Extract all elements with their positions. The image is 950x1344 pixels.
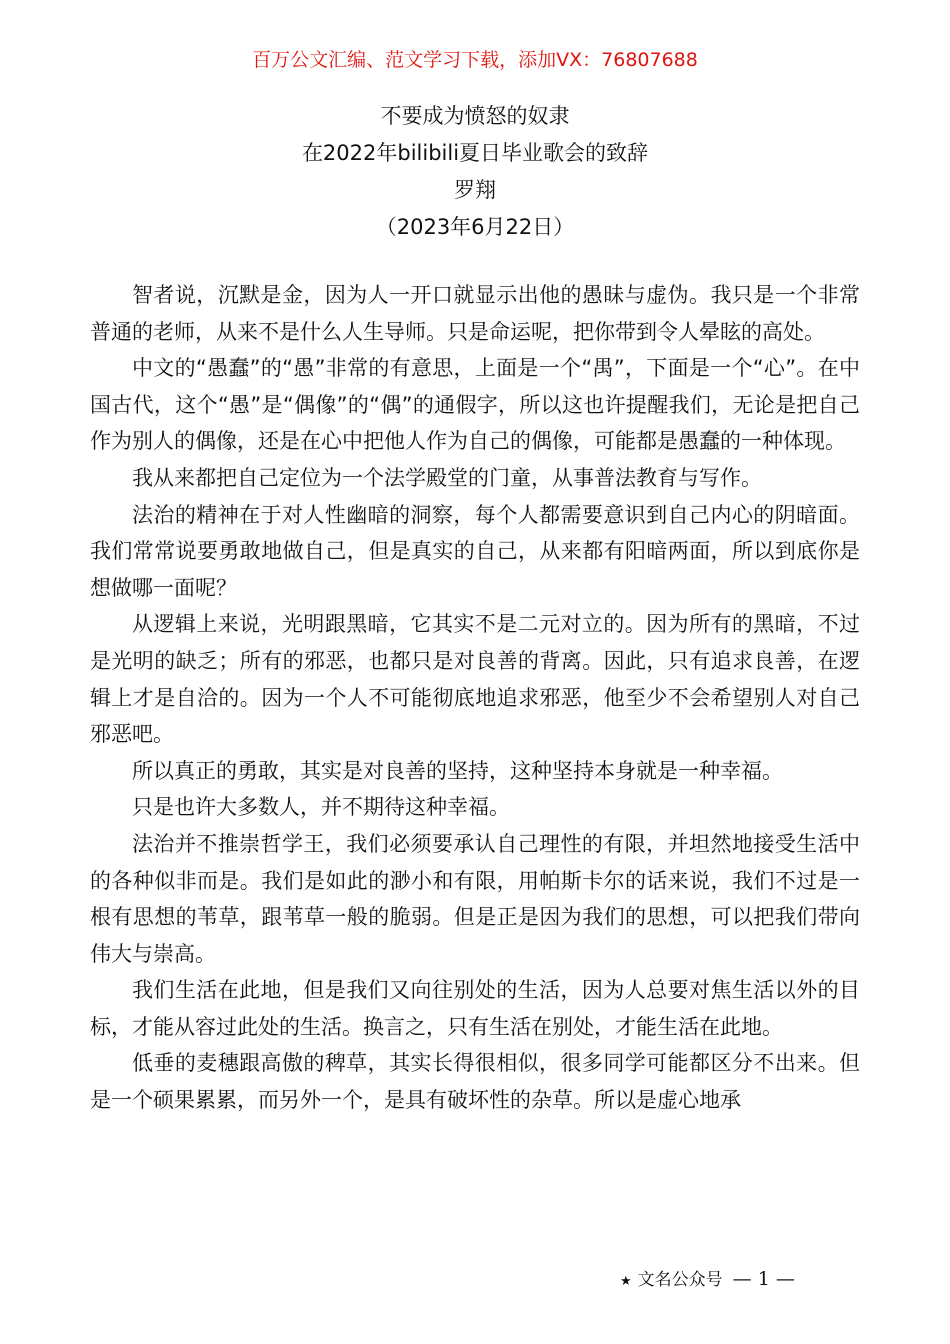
footer-label: 文名公众号	[637, 1270, 723, 1290]
paragraph: 所以真正的勇敢，其实是对良善的坚持，这种坚持本身就是一种幸福。	[132, 758, 783, 783]
paragraph: 智者说，沉默是金，因为人一开口就显示出他的愚昧与虚伪。我只是一个非常普通的老师，从来不是什么人生导师。只是命运呢，把你带到令人晕眩的高处。	[90, 283, 860, 344]
paragraph: 中文的“愚蠢”的“愚”非常的有意思，上面是一个“禺”，下面是一个“心”。在中国古代，这个“愚”是“偶像”的“偶”的通假字，所以这也许提醒我们，无论是把自己作为别人的偶像，还是在心中把他人作为自己的偶像，可能都是愚蠢的一种体现。	[90, 356, 860, 454]
star-icon: ★	[620, 1274, 632, 1289]
document-date: （2023年6月22日）	[375, 215, 575, 239]
body-text	[90, 277, 860, 1119]
paragraph: 法治的精神在于对人性幽暗的洞察，每个人都需要意识到自己内心的阴暗面。我们常常说要勇敢地做自己，但是真实的自己，从来都有阳暗两面，所以到底你是想做哪一面呢？	[90, 502, 860, 600]
author-name: 罗翔	[454, 178, 496, 202]
header-banner: 百万公文汇编、范文学习下载，添加VX：76807688	[252, 49, 698, 71]
paragraph: 我从来都把自己定位为一个法学殿堂的门童，从事普法教育与写作。	[132, 465, 762, 490]
paragraph: 法治并不推崇哲学王，我们必须要承认自己理性的有限，并坦然地接受生活中的各种似非而是。我们是如此的渺小和有限，用帕斯卡尔的话来说，我们不过是一根有思想的苇草，跟苇草一般的脆弱。但是正是因为我们的思想，可以把我们带向伟大与崇高。	[90, 831, 860, 966]
paragraph: 我们生活在此地，但是我们又向往别处的生活，因为人总要对焦生活以外的目标，才能从容过此处的生活。换言之，只有生活在别处，才能生活在此地。	[90, 978, 860, 1039]
page-footer	[620, 1266, 860, 1295]
paragraph: 低垂的麦穗跟高傲的稗草，其实长得很相似，很多同学可能都区分不出来。但是一个硕果累累，而另外一个，是具有破坏性的杂草。所以是虚心地承	[90, 1051, 860, 1113]
paragraph: 只是也许大多数人，并不期待这种幸福。	[132, 795, 510, 820]
title-block	[0, 98, 950, 246]
paragraph: 从逻辑上来说，光明跟黑暗，它其实不是二元对立的。因为所有的黑暗，不过是光明的缺乏；所有的邪恶，也都只是对良善的背离。因此，只有追求良善，在逻辑上才是自洽的。因为一个人不可能彻底地追求邪恶，他至少不会希望别人对自己邪恶吧。	[90, 612, 860, 747]
document-title: 不要成为愤怒的奴隶	[380, 104, 570, 128]
document-subtitle: 在2022年bilibili夏日毕业歌会的致辞	[301, 141, 649, 165]
page-number: — 1 —	[732, 1268, 795, 1290]
